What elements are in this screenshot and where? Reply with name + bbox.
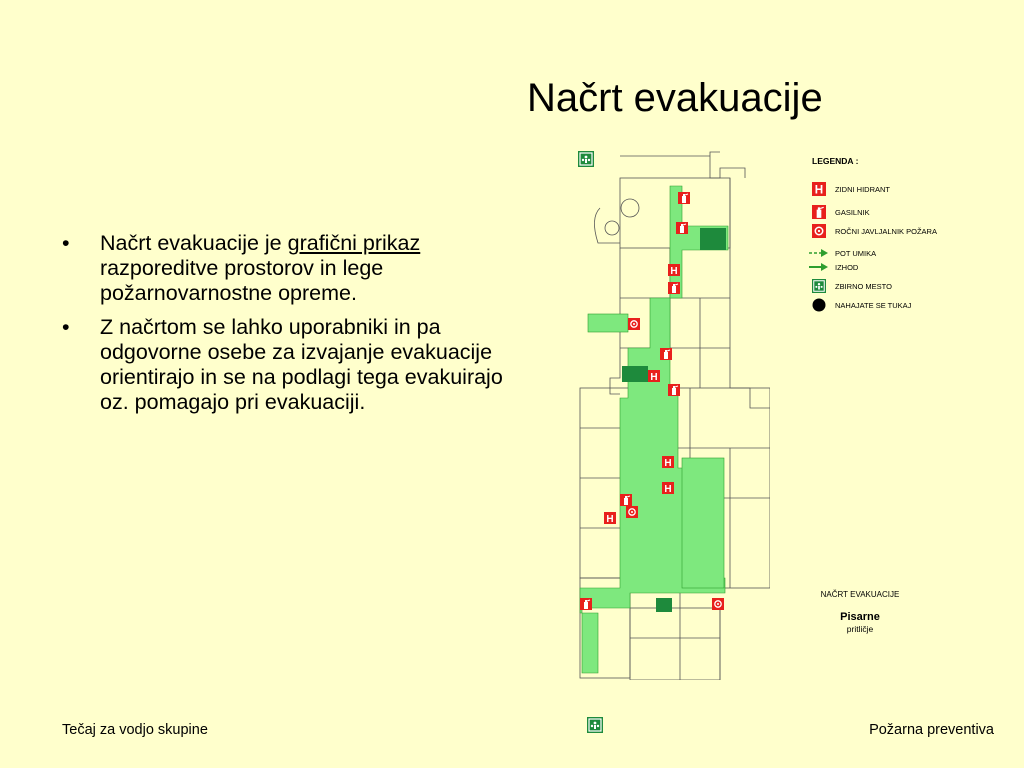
slide-title: Načrt evakuacije: [527, 76, 823, 120]
plan-caption-building: Pisarne: [840, 611, 880, 623]
extinguisher-icon: [812, 205, 826, 219]
bullet-text-start: Načrt evakuacije je: [100, 231, 288, 255]
floor-plan: [570, 148, 770, 680]
fire-alarm-icon: [812, 224, 826, 238]
legend-label: ZIDNI HIDRANT: [835, 185, 890, 194]
bullet-marker: •: [62, 315, 70, 339]
you-are-here-icon: [812, 298, 826, 312]
bullet-list: [62, 231, 532, 424]
plan-caption-floor: pritličje: [846, 624, 874, 634]
plan-caption: [800, 590, 920, 634]
footer-left: Tečaj za vodjo skupine: [62, 722, 208, 738]
footer-right: Požarna preventiva: [869, 722, 994, 738]
legend-label: NAHAJATE SE TUKAJ: [835, 301, 912, 310]
legend-item-fire-alarm: [812, 224, 1012, 238]
legend-item-escape-route: [812, 246, 1012, 260]
legend-label: GASILNIK: [835, 208, 870, 217]
bullet-text: Z načrtom se lahko uporabniki in pa odgovorne osebe za izvajanje evakuacije orientirajo in se na podlagi tega evakuirajo oz. pomagajo pri evakuaciji.: [100, 315, 503, 414]
plan-caption-heading: NAČRT EVAKUACIJE: [820, 590, 900, 599]
escape-route-icon: [808, 246, 830, 260]
bullet-text-end: razporeditve prostorov in lege požarnovarnostne opreme.: [100, 256, 384, 305]
legend-label: ZBIRNO MESTO: [835, 282, 892, 291]
legend-label: ROČNI JAVLJALNIK POŽARA: [835, 227, 937, 236]
legend-item-exit: [812, 260, 1012, 274]
bullet-marker: •: [62, 231, 70, 255]
hydrant-icon: [812, 182, 826, 196]
assembly-point-icon: [812, 279, 826, 293]
legend-label: IZHOD: [835, 263, 859, 272]
legend-item-assembly-point: [812, 279, 1012, 293]
legend-item-extinguisher: [812, 205, 1012, 219]
assembly-point-icon: [587, 717, 603, 733]
exit-icon: [808, 260, 830, 274]
legend-label: POT UMIKA: [835, 249, 877, 258]
legend-title: LEGENDA :: [812, 156, 859, 166]
bullet-item-2: [62, 315, 532, 415]
bullet-item-1: [62, 231, 532, 306]
legend-item-hydrant: [812, 182, 1012, 196]
grafični-prikaz-link[interactable]: grafični prikaz: [287, 231, 421, 255]
legend-item-you-are-here: [812, 298, 1012, 312]
